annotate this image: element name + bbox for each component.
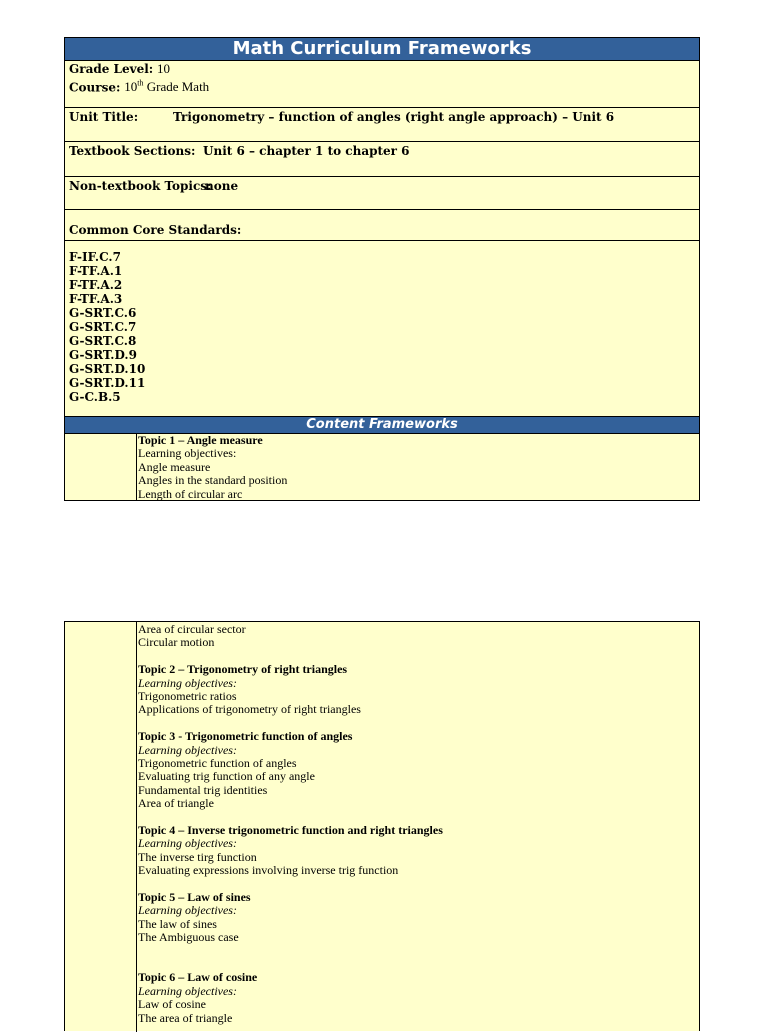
objective-item: The inverse tirg function (138, 849, 257, 864)
grade-level-value: 10 (157, 61, 171, 76)
non-textbook-value: none (205, 179, 239, 193)
textbook-sections-row (65, 142, 699, 177)
grade-level-label: Grade Level: (69, 62, 154, 76)
objective-item: Law of cosine (138, 997, 206, 1012)
learning-objectives-label: Learning objectives: (138, 983, 237, 998)
objective-item: Angles in the standard position (138, 473, 288, 488)
course-value: 10th Grade Math (124, 79, 210, 95)
objective-item: Applications of trigonometry of right triangles (138, 702, 361, 717)
objective-item: Angle measure (138, 459, 211, 474)
objective-item: Area of triangle (138, 796, 214, 811)
unit-title-label: Unit Title: (69, 110, 139, 124)
standard-item: F-TF.A.1 (69, 264, 123, 278)
unit-title-value: Trigonometry – function of angles (right angle approach) – Unit 6 (173, 110, 615, 124)
learning-objectives-label: Learning objectives: (138, 742, 237, 757)
textbook-sections-value: Unit 6 – chapter 1 to chapter 6 (203, 144, 410, 158)
topic-title: Topic 1 – Angle measure (138, 433, 263, 447)
objective-item: The law of sines (138, 916, 217, 931)
standard-item: G-SRT.C.6 (69, 306, 137, 320)
standard-item: F-TF.A.3 (69, 292, 123, 306)
topic-title: Topic 6 – Law of cosine (138, 970, 258, 985)
content-frameworks-row (65, 434, 699, 500)
grade-course-row (65, 61, 699, 108)
objective-item: Trigonometric function of angles (138, 756, 297, 771)
textbook-sections-label: Textbook Sections: (69, 144, 196, 158)
standard-item: G-SRT.C.7 (69, 320, 137, 334)
learning-objectives-label: Learning objectives: (138, 836, 237, 851)
objective-item: The area of triangle (138, 1010, 233, 1025)
common-core-row (65, 210, 699, 241)
common-core-label: Common Core Standards: (69, 223, 242, 237)
objective-item: Circular motion (138, 635, 215, 650)
standard-item: G-SRT.D.11 (69, 376, 146, 390)
objective-item: Trigonometric ratios (138, 689, 237, 704)
topic-title: Topic 2 – Trigonometry of right triangles (138, 662, 348, 677)
non-textbook-row (65, 177, 699, 210)
content-left-cell (65, 622, 137, 1032)
standard-item: G-SRT.D.9 (69, 348, 137, 362)
topic-title: Topic 5 – Law of sines (138, 890, 251, 905)
learning-objectives-label: Learning objectives: (138, 675, 237, 690)
learning-objectives-label: Learning objectives: (138, 446, 237, 461)
topic-title: Topic 4 – Inverse trigonometric function and right triangles (138, 823, 443, 838)
content-right-cell (137, 434, 699, 500)
curriculum-sheet-page-1 (64, 37, 700, 501)
content-right-cell (137, 622, 699, 1032)
non-textbook-label: Non-textbook Topics: (69, 179, 212, 193)
content-left-cell (65, 434, 137, 500)
objective-item: Evaluating expressions involving inverse trig function (138, 863, 399, 878)
unit-title-row (65, 108, 699, 142)
objective-item: Length of circular arc (138, 486, 243, 501)
objective-item: The Ambiguous case (138, 930, 239, 945)
learning-objectives-label: Learning objectives: (138, 903, 237, 918)
curriculum-sheet-page-2 (64, 621, 700, 1031)
standard-item: G-SRT.C.8 (69, 334, 137, 348)
topic-title: Topic 3 - Trigonometric function of angles (138, 729, 353, 744)
objective-item: Fundamental trig identities (138, 782, 268, 797)
standard-item: F-TF.A.2 (69, 278, 123, 292)
standard-item: F-IF.C.7 (69, 250, 121, 264)
course-label: Course: (69, 80, 121, 95)
standard-item: G-SRT.D.10 (69, 362, 146, 376)
standard-item: G-C.B.5 (69, 390, 121, 404)
objective-item: Evaluating trig function of any angle (138, 769, 315, 784)
page-title: Math Curriculum Frameworks (65, 38, 699, 61)
content-frameworks-header: Content Frameworks (65, 417, 699, 434)
objective-item: Area of circular sector (138, 622, 246, 636)
standards-row (65, 241, 699, 417)
content-frameworks-row-continued (65, 622, 699, 1032)
